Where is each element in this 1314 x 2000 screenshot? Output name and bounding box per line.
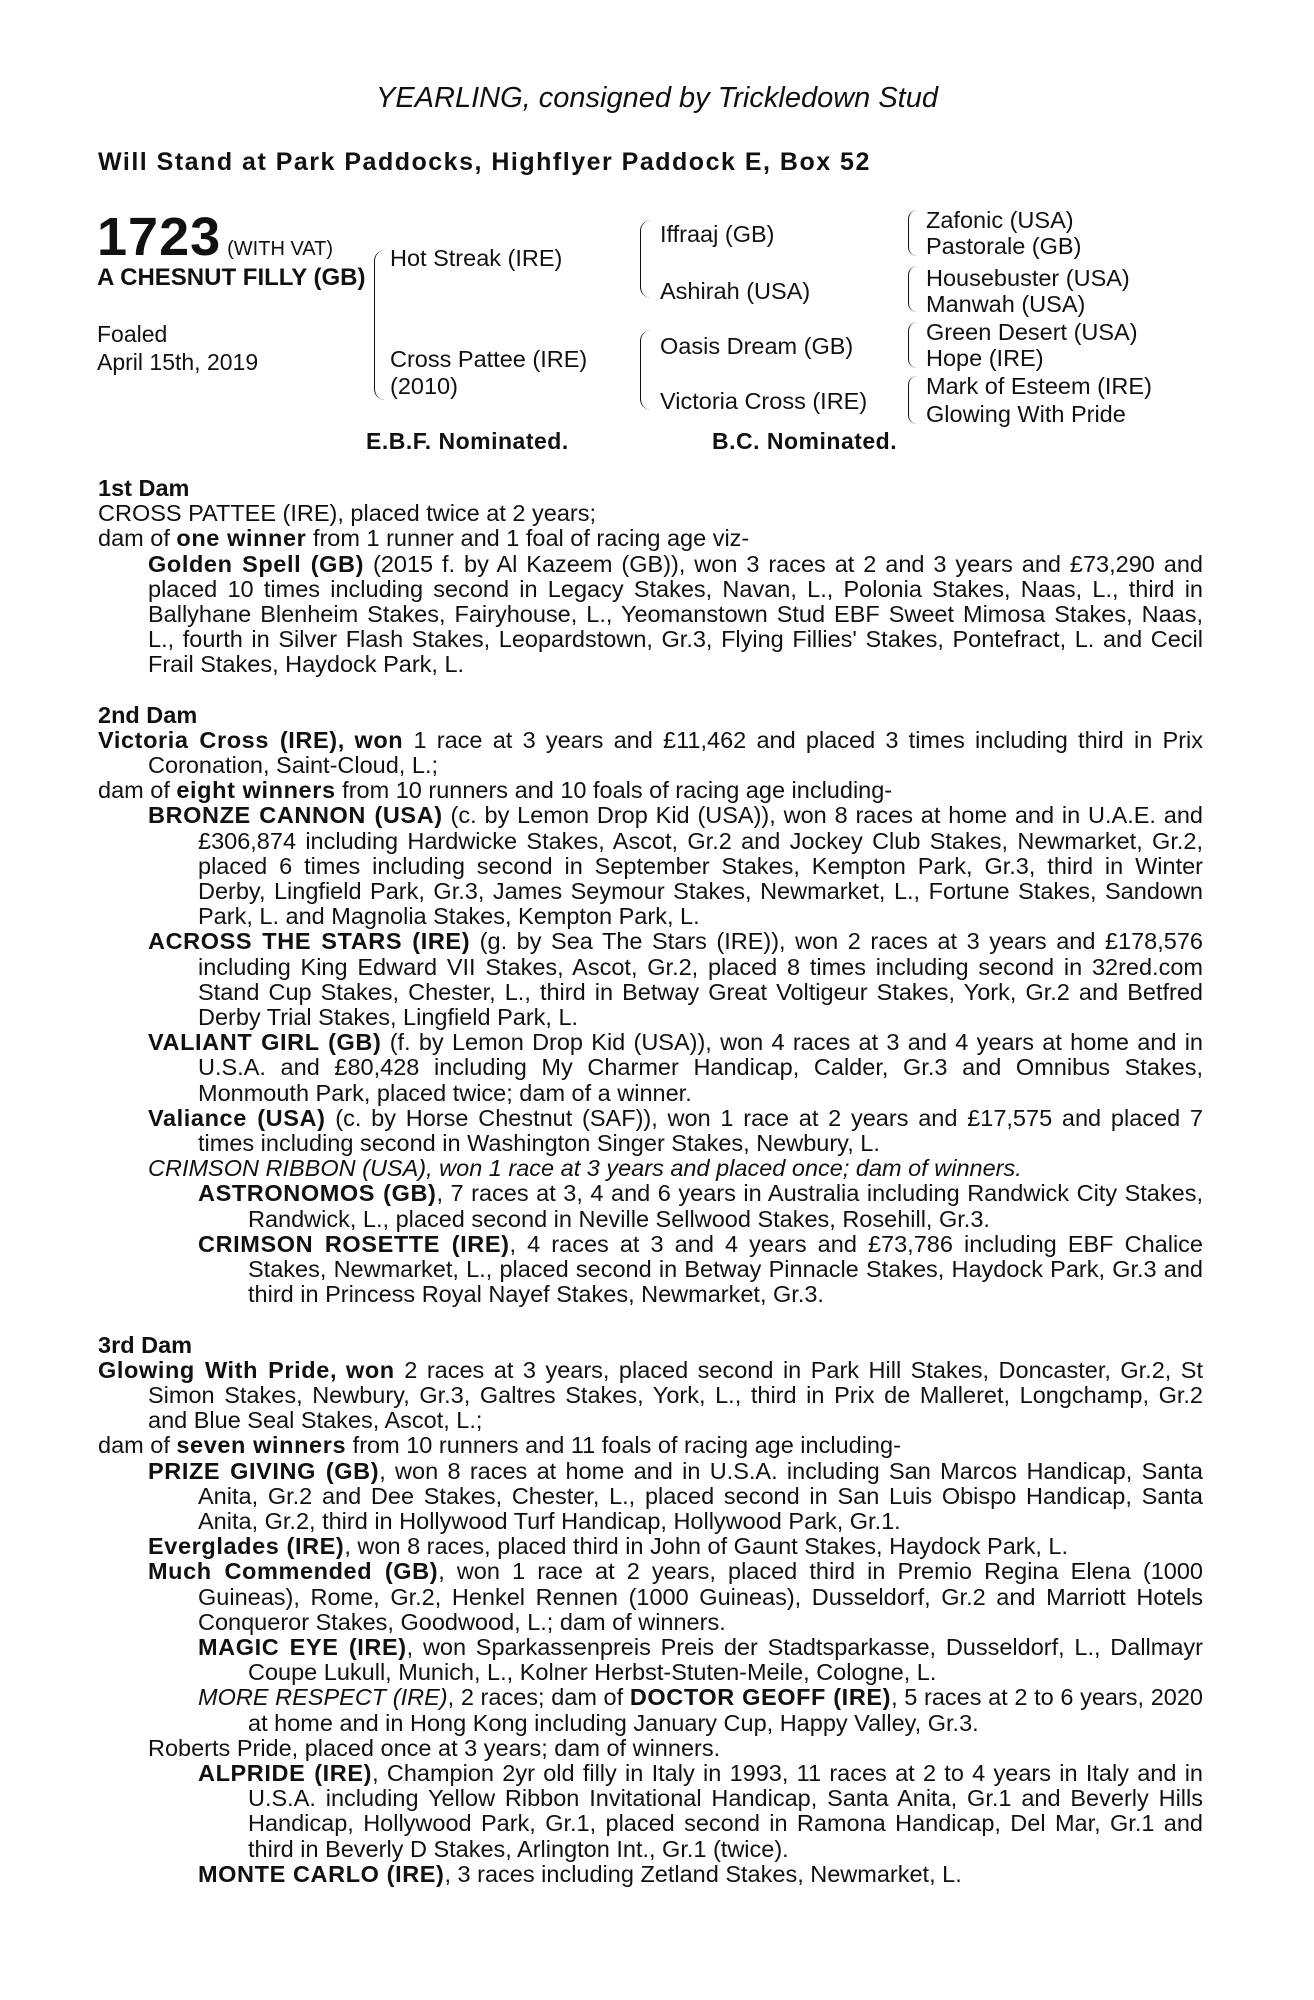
entry-text: , Champion 2yr old filly in Italy in 1993, 11 races at 2 to 4 years in Italy and in U.S.A. including Yellow Ribbon Invitational Handicap, Santa Anita, Gr.1 and Beverly Hills Handicap, Hollywood Park, Gr.1, placed second in Ramona Handicap, Del Mar, Gr.1 and third in Beverly D Stakes, Arlington Int., Gr.1 (twice). [248,1759,1203,1862]
produce-entry: CRIMSON RIBBON (USA), won 1 race at 3 years and placed once; dam of winners. [148,1155,1022,1182]
entry-text: 2 races at 3 years, placed second in Park Hill Stakes, Doncaster, Gr.2, St Simon Stakes, Newbury, Gr.3, Galtres Stakes, York, L., third in Prix de Malleret, Longchamp, Gr.2 and Blue Seal Stakes, Ascot, L.; [148,1356,1203,1434]
text: dam of [98,525,177,552]
pedigree-g3-1: Zafonic (USA) [926,207,1074,233]
first-dam-heading: 1st Dam [98,475,190,501]
entry-text: , won 8 races, placed third in John of Gaunt Stakes, Haydock Park, L. [344,1533,1069,1560]
lot-number: 1723 [97,207,222,267]
horse-name: VALIANT GIRL (GB) [148,1029,382,1056]
horse-name: Everglades (IRE) [148,1533,345,1560]
horse-name: ASTRONOMOS (GB) [198,1180,437,1207]
text: dam of [98,777,177,804]
entry-text: , 4 races at 3 and 4 years and £73,786 including EBF Chalice Stakes, Newmarket, L., placed second in Betway Pinnacle Stakes, Haydock Park, Gr.3 and third in Princess Royal Nayef Stakes, Newmarket, Gr.3. [248,1230,1203,1308]
produce-entry [98,1534,1203,1559]
pedigree-brace-gen3-4 [908,376,917,424]
pedigree-brace-gen1 [374,250,385,400]
horse-name: MORE RESPECT (IRE) [198,1684,448,1711]
horse-name: Valiance (USA) [148,1104,326,1131]
entry-text: (2015 f. by Al Kazeem (GB)), won 3 races at 2 and 3 years and £73,290 and placed 10 times including second in Legacy Stakes, Navan, L., Polonia Stakes, Naas, L., third in Ballyhane Blenheim Stakes, Fairyhouse, L., Yeomanstown Stud EBF Sweet Mimosa Stakes, Naas, L., fourth in Silver Flash Stakes, Leopardstown, Gr.3, Flying Fillies' Stakes, Pontefract, L. and Cecil Frail Stakes, Haydock Park, L. [148,550,1203,678]
produce-entry [98,1459,1203,1535]
second-dam-heading: 2nd Dam [98,701,198,728]
horse-name: Victoria Cross (IRE) [98,726,338,753]
pedigree-sire-sire: Iffraaj (GB) [660,221,775,247]
pedigree-brace-gen3-3 [908,322,917,368]
produce-entry [98,1106,1203,1156]
vat-label: (WITH VAT) [227,238,334,260]
horse-name: DOCTOR GEOFF (IRE) [629,1684,892,1711]
produce-entry [98,803,1203,929]
produce-entry [98,1030,1203,1106]
entry-text: , 7 races at 3, 4 and 6 years in Australia including Randwick City Stakes, Randwick, L., placed second in Neville Sellwood Stakes, Rosehill, Gr.3. [248,1180,1203,1232]
lot-description: A CHESNUT FILLY (GB) [97,264,366,291]
pedigree-g3-6: Hope (IRE) [926,345,1044,371]
pedigree-g3-8: Glowing With Pride [926,401,1126,427]
horse-name: ALPRIDE (IRE) [198,1759,373,1786]
horse-name: ACROSS THE STARS (IRE) [148,928,471,955]
pedigree-g3-7: Mark of Esteem (IRE) [926,373,1152,399]
pedigree-g3-5: Green Desert (USA) [926,319,1138,345]
winners-count: one winner [176,525,307,552]
horse-name: MONTE CARLO (IRE) [198,1860,445,1887]
foaled-info [97,320,258,376]
text: dam of [98,1432,177,1459]
first-dam-line: CROSS PATTEE (IRE), placed twice at 2 years; [98,500,596,527]
won-label: won [345,1356,395,1383]
pedigree-brace-gen3-1 [908,210,917,256]
text: from 10 runners and 10 foals of racing age including- [335,777,893,804]
foaled-label: Foaled [97,321,168,347]
entry-text: , won Sparkassenpreis Preis der Stadtsparkasse, Dusseldorf, L., Dallmayr Coupe Lukull, Munich, L., Kolner Herbst-Stuten-Meile, Cologne, L. [248,1633,1203,1686]
bc-nominated: B.C. Nominated. [712,428,898,454]
produce-entry [98,1685,1203,1735]
pedigree-brace-gen2-sire [640,220,651,298]
entry-text: , won 8 races at home and in U.S.A. including San Marcos Handicap, Santa Anita, Gr.2 and Dee Stakes, Chester, L., placed second in San Luis Obispo Handicap, Santa Anita, Gr.2, third in Hollywood Turf Handicap, Hollywood Park, Gr.1. [198,1457,1204,1534]
pedigree-g3-2: Pastorale (GB) [926,233,1082,259]
horse-name: Glowing With Pride [98,1356,330,1383]
pedigree-g3-4: Manwah (USA) [926,291,1086,317]
entry-text: , 5 races at 2 to 6 years, 2020 at home and in Hong Kong including January Cup, Happy Valley, Gr.3. [248,1684,1203,1736]
produce-entry [98,1862,1203,1887]
pedigree-dam-sire: Oasis Dream (GB) [660,333,854,359]
produce-entry [98,1559,1203,1635]
won-label: won [354,726,404,753]
horse-name: CRIMSON ROSETTE (IRE) [198,1230,510,1257]
horse-name: Golden Spell (GB) [148,550,365,577]
entry-text: , won 1 race at 2 years, placed third in Premio Regina Elena (1000 Guineas), Rome, Gr.2, Henkel Rennen (1000 Guineas), Dusseldorf, Gr.2 and Marriott Hotels Conqueror Stakes, Goodwood, L.; dam of winners. [198,1558,1203,1635]
text: from 10 runners and 11 foals of racing age including- [346,1432,901,1459]
pedigree-sire-dam: Ashirah (USA) [660,278,811,304]
produce-entry [98,1181,1203,1231]
produce-entry [98,1635,1203,1685]
horse-name: PRIZE GIVING (GB) [148,1457,380,1484]
consignment-line: YEARLING, consigned by Trickledown Stud [375,82,938,114]
second-dam-intro: Victoria Cross (IRE), won 1 race at 3 years and £11,462 and placed 3 times including third in Prix Coronation, Saint-Cloud, L.; [98,726,1203,779]
winners-count: eight winners [176,777,336,804]
text: from 1 runner and 1 foal of racing age viz- [306,525,750,552]
third-dam-produce-line [98,1433,1203,1458]
winners-count: seven winners [176,1432,347,1459]
horse-name: BRONZE CANNON (USA) [148,802,443,829]
entry-text: (f. by Lemon Drop Kid (USA)), won 4 races at 3 and 4 years at home and in U.S.A. and £80,428 including My Charmer Handicap, Calder, Gr.3 and Omnibus Stakes, Monmouth Park, placed twice; dam of a winner. [198,1029,1203,1106]
pedigree-g3-3: Housebuster (USA) [926,265,1130,291]
produce-entry [98,1761,1203,1862]
first-dam-produce-line [98,526,1203,551]
pedigree-sire: Hot Streak (IRE) [390,245,563,271]
third-dam-heading: 3rd Dam [98,1331,193,1358]
foaled-date: April 15th, 2019 [97,349,259,375]
produce-entry: Roberts Pride, placed once at 3 years; dam of winners. [148,1734,721,1761]
entry-text: , 2 races; dam of [447,1684,630,1711]
pedigree-brace-gen2-dam [640,330,651,410]
produce-entry [98,1232,1203,1308]
entry-text: (c. by Lemon Drop Kid (USA)), won 8 races at home and in U.A.E. and £306,874 including Hardwicke Stakes, Ascot, Gr.2 and Jockey Club Stakes, Newmarket, Gr.2, placed 6 times including second in September Stakes, Kempton Park, Gr.3, third in Winter Derby, Lingfield Park, Gr.3, James Seymour Stakes, Newmarket, L., Fortune Stakes, Sandown Park, L. and Magnolia Stakes, Kempton Park, L. [198,802,1203,930]
horse-name: MAGIC EYE (IRE) [198,1633,407,1660]
produce-entry [98,929,1203,1030]
pedigree-dam-dam: Victoria Cross (IRE) [660,388,868,414]
family-notes [98,476,1203,1887]
pedigree-brace-gen3-2 [908,266,917,312]
entry-text: 1 race at 3 years and £11,462 and placed 3 times including third in Prix Coronation, Saint-Cloud, L.; [148,726,1203,779]
entry-text: (c. by Horse Chestnut (SAF)), won 1 race at 2 years and £17,575 and placed 7 times including second in Washington Singer Stakes, Newbury, L. [198,1104,1203,1157]
lot-number-block [97,206,333,268]
entry-text: (g. by Sea The Stars (IRE)), won 2 races at 3 years and £178,576 including King Edward VII Stakes, Ascot, Gr.2, placed 8 times including second in 32red.com Stand Cup Stakes, Chester, L., third in Betway Great Voltigeur Stakes, York, Gr.2 and Betfred Derby Trial Stakes, Lingfield Park, L. [198,928,1203,1031]
second-dam-produce-line [98,778,1203,803]
ebf-nominated: E.B.F. Nominated. [366,428,569,454]
produce-entry [98,552,1203,678]
pedigree-dam: Cross Pattee (IRE) [390,346,588,372]
entry-text: , 3 races including Zetland Stakes, Newmarket, L. [444,1860,962,1887]
location-line: Will Stand at Park Paddocks, Highflyer Paddock E, Box 52 [98,148,871,176]
pedigree-dam-year: (2010) [390,373,458,399]
third-dam-intro: Glowing With Pride, won 2 races at 3 years, placed second in Park Hill Stakes, Doncaster, Gr.2, St Simon Stakes, Newbury, Gr.3, Galtres Stakes, York, L., third in Prix de Malleret, Longchamp, Gr.2 and Blue Seal Stakes, Ascot, L.; [98,1356,1203,1434]
horse-name: Much Commended (GB) [148,1558,439,1585]
